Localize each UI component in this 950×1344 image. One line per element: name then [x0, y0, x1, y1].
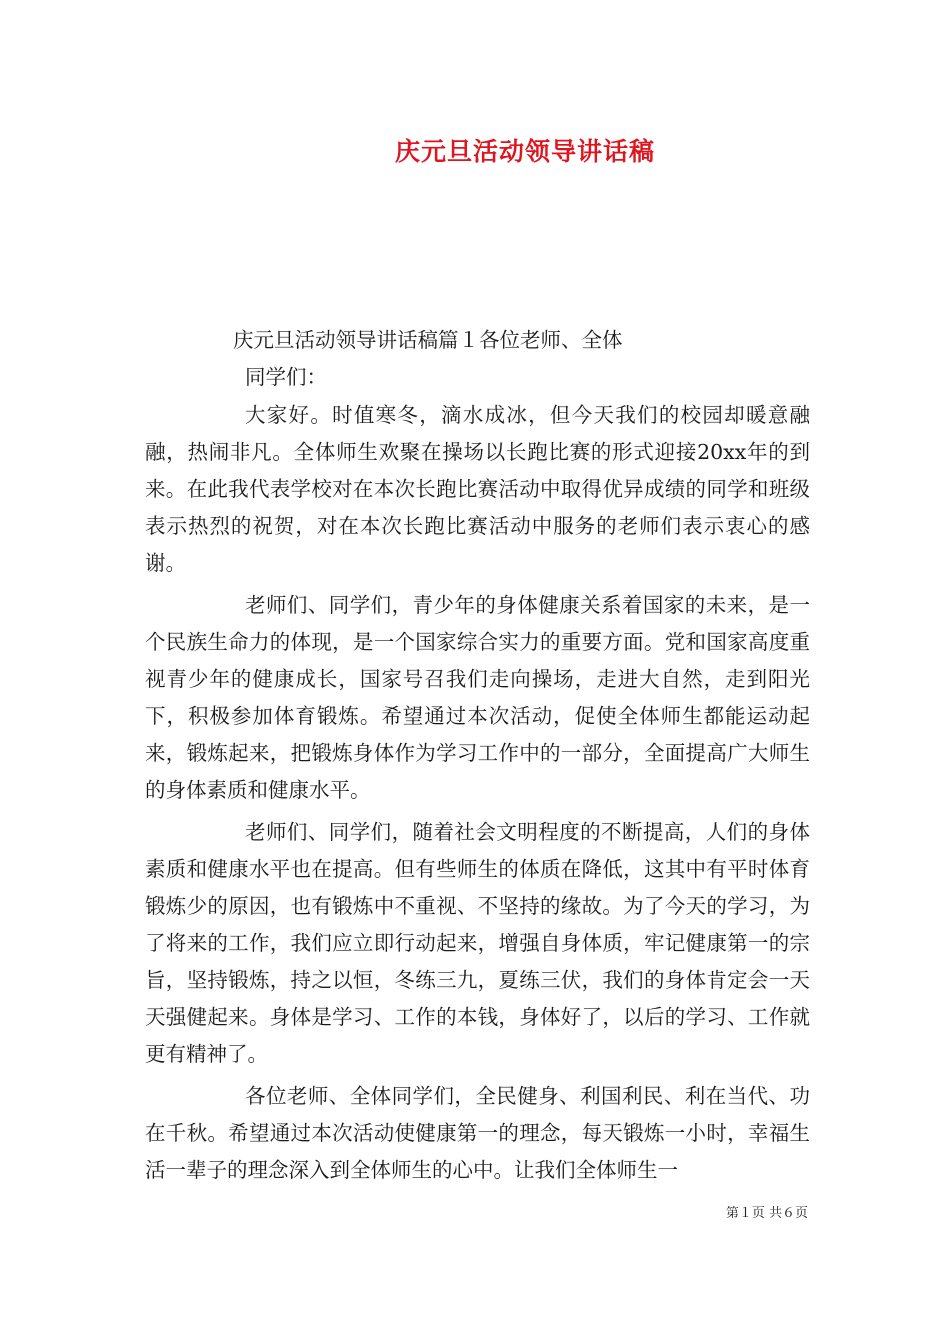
paragraph-2: 老师们、同学们，青少年的身体健康关系着国家的未来，是一个民族生命力的体现，是一个国家综合实力的重要方面。党和国家高度重视青少年的健康成长，国家号召我们走向操场，走进大自然，走到阳光下，积极参加体育锻炼。希望通过本次活动，促使全体师生都能运动起来，锻炼起来，把锻炼身体作为学习工作中的一部分，全面提高广大师生的身体素质和健康水平。	[145, 593, 810, 802]
paragraph-4: 各位老师、全体同学们，全民健身、利国利民、利在当代、功在千秋。希望通过本次活动使健康第一的理念，每天锻炼一小时，幸福生活一辈子的理念深入到全体师生的心中。让我们全体师生一	[145, 1084, 810, 1182]
paragraph-1: 大家好。时值寒冬，滴水成冰，但今天我们的校园却暖意融融，热闹非凡。全体师生欢聚在操场以长跑比赛的形式迎接20xx年的到来。在此我代表学校对在本次长跑比赛活动中取得优异成绩的同学和班级表示热烈的祝贺，对在本次长跑比赛活动中服务的老师们表示衷心的感谢。	[145, 403, 810, 575]
document-subtitle: 庆元旦活动领导讲话稿篇１各位老师、全体	[233, 328, 623, 352]
paragraph-3: 老师们、同学们，随着社会文明程度的不断提高，人们的身体素质和健康水平也在提高。但有些师生的体质在降低，这其中有平时体育锻炼少的原因，也有锻炼中不重视、不坚持的缘故。为了今天的学习，为了将来的工作，我们应立即行动起来，增强自身体质，牢记健康第一的宗旨，坚持锻炼，持之以恒，冬练三九，夏练三伏，我们的身体肯定会一天天强健起来。身体是学习、工作的本钱，身体好了，以后的学习、工作就更有精神了。	[145, 820, 810, 1066]
document-body	[145, 322, 810, 1194]
greeting: 同学们：	[245, 365, 327, 389]
document-title: 庆元旦活动领导讲话稿	[394, 137, 655, 166]
page-number-footer: 第１页 共６页	[725, 1206, 808, 1221]
